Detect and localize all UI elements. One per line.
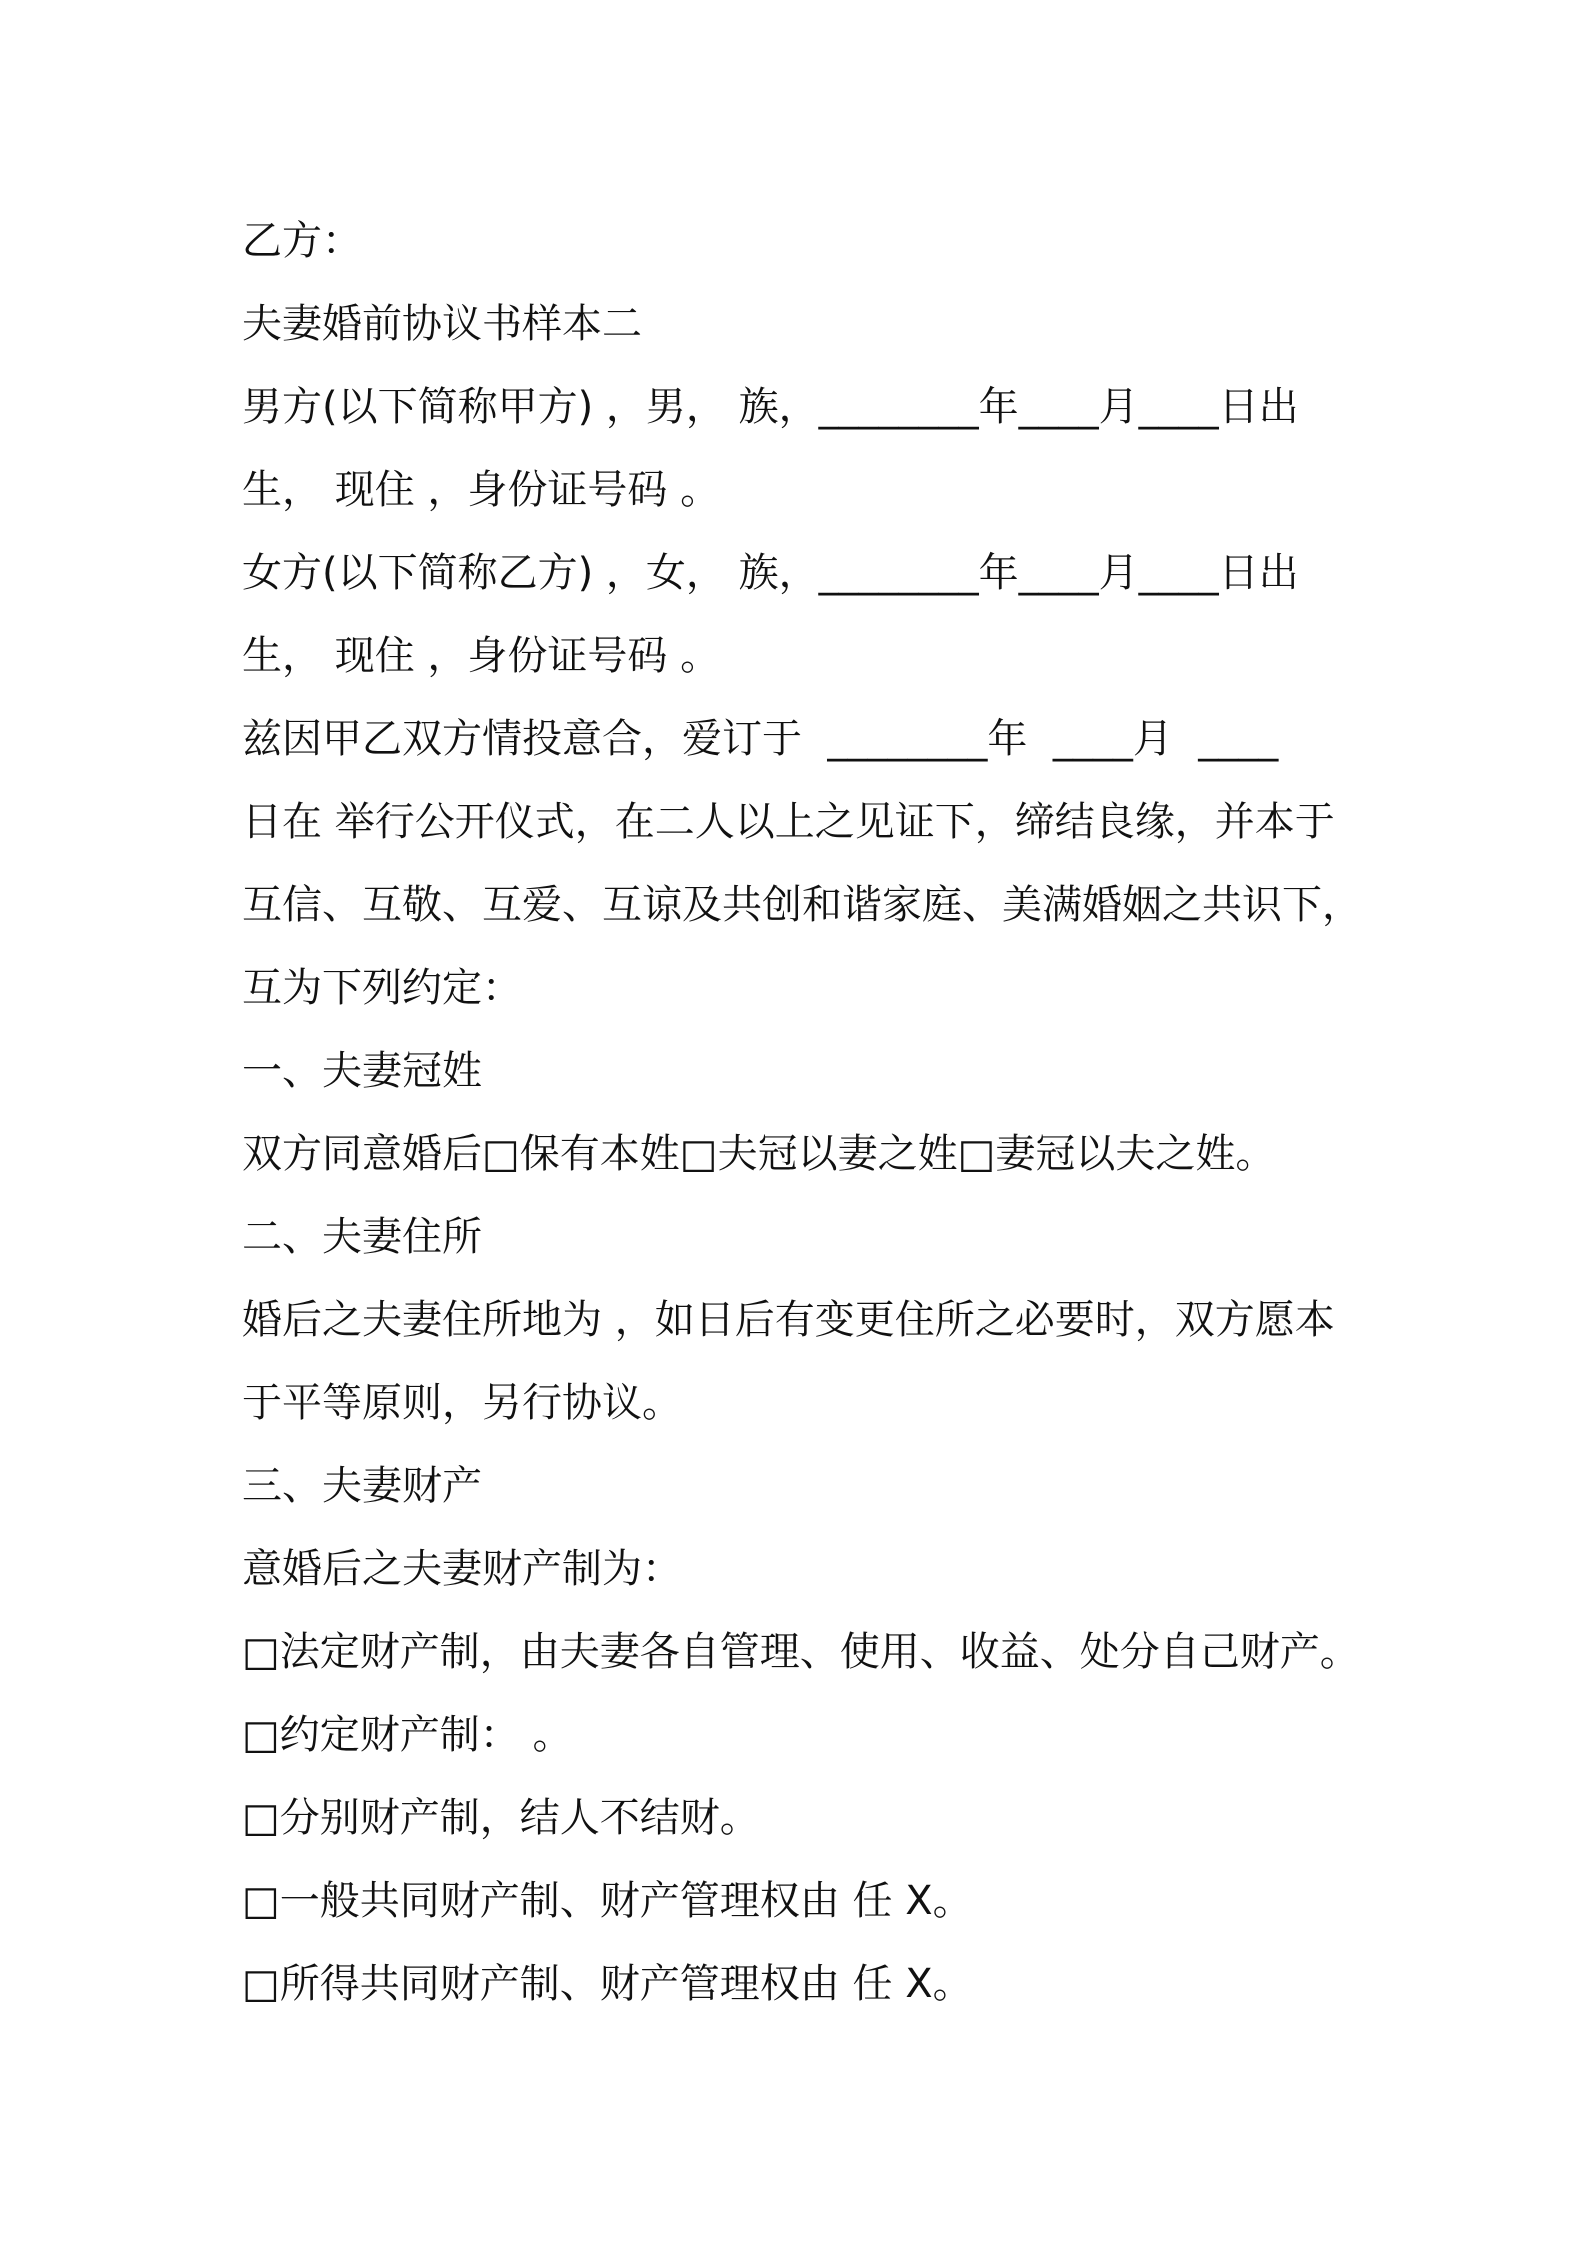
female-party-line-1: 女方(以下简称乙方) ，女， 族，________年____月____日出: [242, 550, 1299, 596]
preamble-line-3: 互信、互敬、互爱、互谅及共创和谐家庭、美满婚姻之共识下，: [242, 882, 1362, 928]
surname-clause: 双方同意婚后□保有本姓□夫冠以妻之姓□妻冠以夫之姓。: [242, 1131, 1276, 1177]
male-party-line-2: 生， 现住 ，身份证号码 。: [242, 467, 721, 513]
property-option-separate: □分别财产制，结人不结财。: [242, 1795, 760, 1841]
preamble-line-4: 互为下列约定：: [242, 965, 522, 1011]
section-heading-property: 三、夫妻财产: [242, 1463, 482, 1509]
property-intro: 意婚后之夫妻财产制为：: [242, 1546, 682, 1592]
property-option-statutory: □法定财产制，由夫妻各自管理、使用、收益、处分自己财产。: [242, 1629, 1360, 1675]
residence-clause-line-1: 婚后之夫妻住所地为 ，如日后有变更住所之必要时，双方愿本: [242, 1297, 1335, 1343]
female-party-line-2: 生， 现住 ，身份证号码 。: [242, 633, 721, 679]
property-option-income-common: □所得共同财产制、财产管理权由 任 X。: [242, 1961, 973, 2007]
residence-clause-line-2: 于平等原则，另行协议。: [242, 1380, 682, 1426]
preamble-line-2: 日在 举行公开仪式，在二人以上之见证下，缔结良缘，并本于: [242, 799, 1335, 845]
property-option-general-common: □一般共同财产制、财产管理权由 任 X。: [242, 1878, 973, 1924]
preamble-line-1: 兹因甲乙双方情投意合，爱订于 ________年 ____月 ____: [242, 716, 1279, 762]
male-party-line-1: 男方(以下简称甲方) ，男， 族，________年____月____日出: [242, 384, 1299, 430]
party-b-label: 乙方：: [242, 218, 362, 264]
section-heading-residence: 二、夫妻住所: [242, 1214, 482, 1260]
section-heading-surname: 一、夫妻冠姓: [242, 1048, 482, 1094]
property-option-agreed: □约定财产制： 。: [242, 1712, 573, 1758]
document-body: [242, 200, 1362, 2026]
document-title: 夫妻婚前协议书样本二: [242, 301, 642, 347]
